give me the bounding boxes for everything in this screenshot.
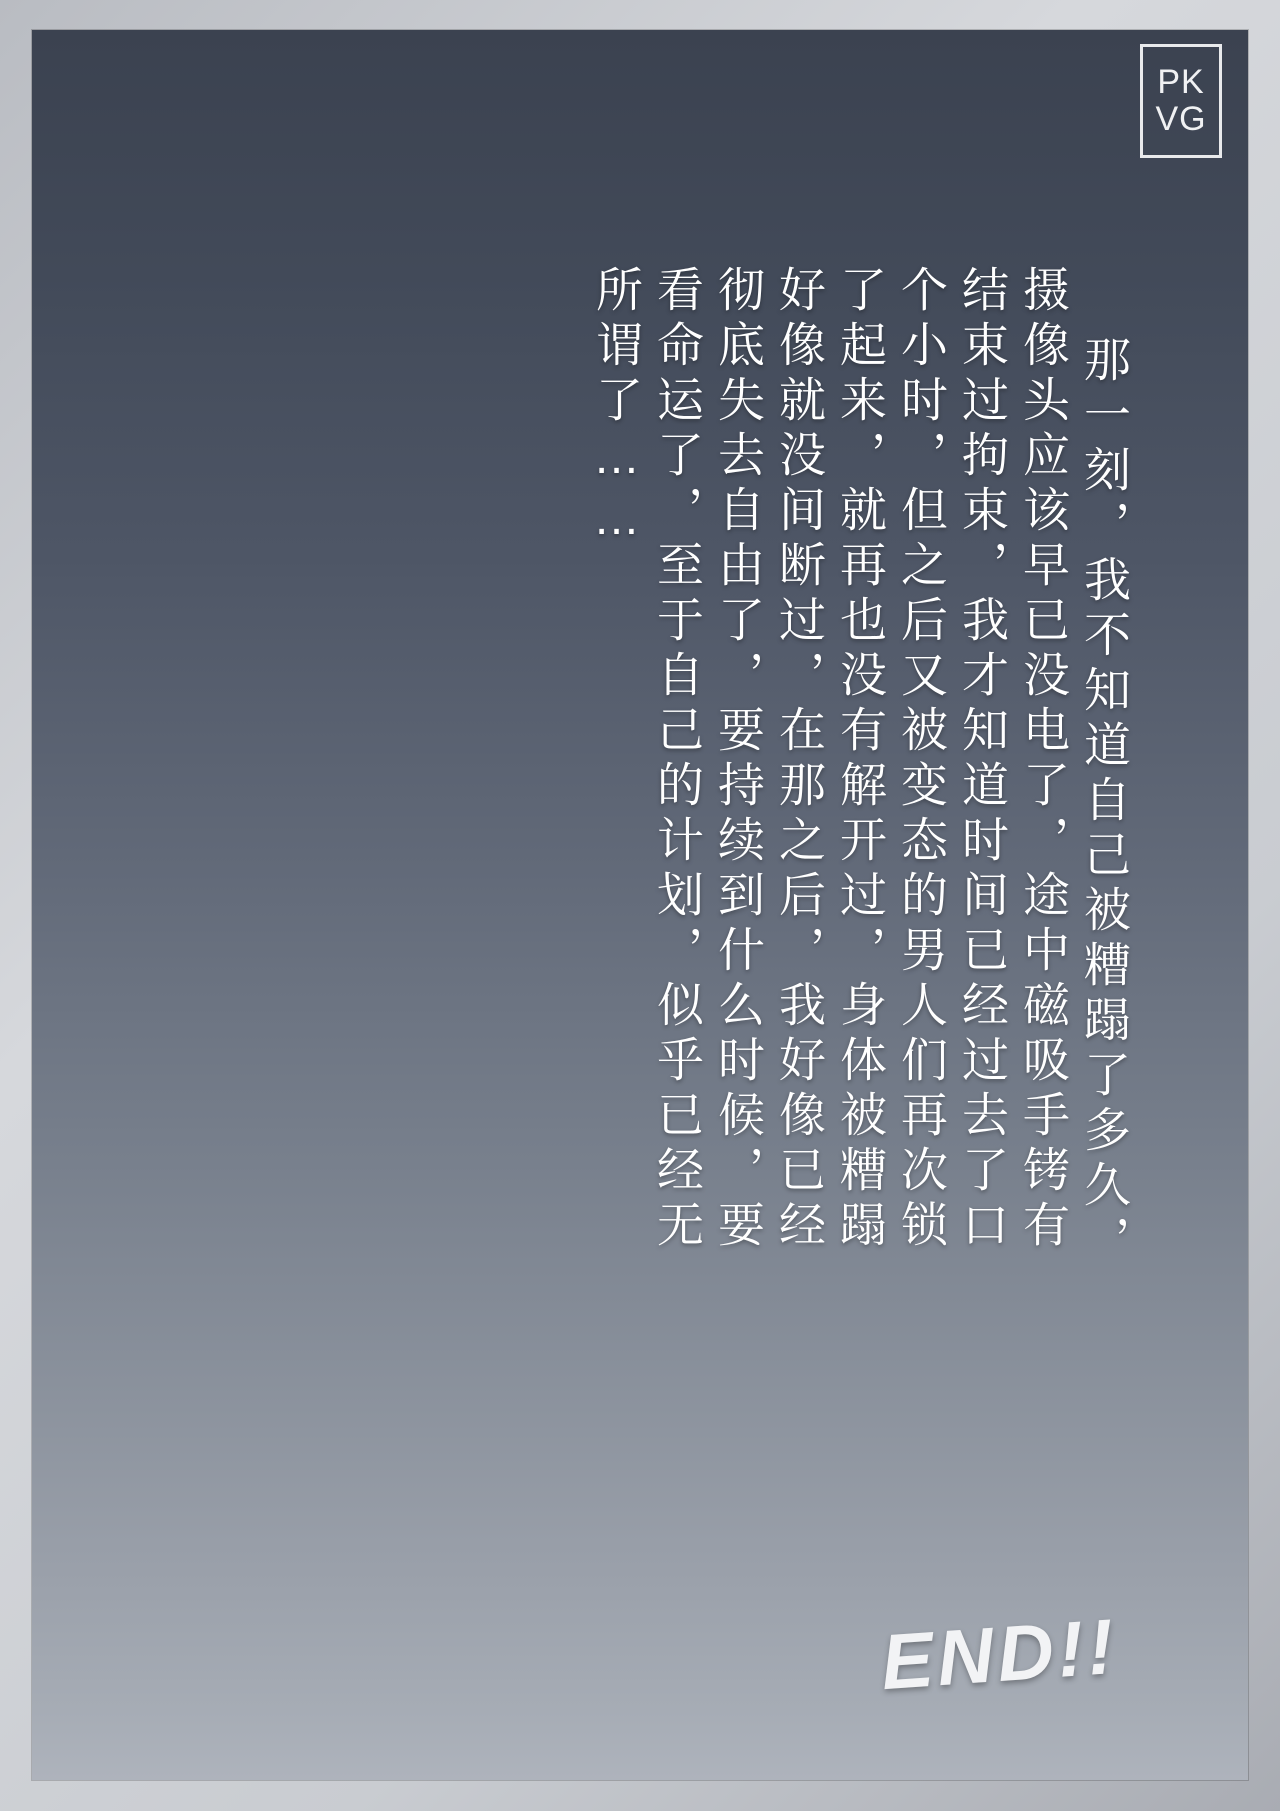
story-panel [32,30,1248,1780]
text-column: 所谓了…… [590,265,643,552]
text-column: 彻底失去自由了，要持续到什么时候，要 [712,265,765,1255]
text-column: 结束过拘束，我才知道时间已经过去了口 [956,265,1009,1255]
text-column: 那一刻，我不知道自己被糟蹋了多久， [1078,335,1131,1270]
end-mark: END!! [878,1601,1121,1707]
watermark-line-2: VG [1155,100,1207,138]
text-column: 个小时，但之后又被变态的男人们再次锁 [895,265,948,1255]
vertical-text-block [152,235,1131,1355]
text-column: 了起来，就再也没有解开过，身体被糟蹋 [834,265,887,1255]
pkvg-watermark [1140,44,1222,158]
text-column: 好像就没间断过，在那之后，我好像已经 [773,265,826,1255]
text-column: 摄像头应该早已没电了，途中磁吸手铐有 [1017,265,1070,1255]
text-column: 看命运了，至于自己的计划，似乎已经无 [651,265,704,1255]
watermark-line-1: PK [1157,63,1205,102]
